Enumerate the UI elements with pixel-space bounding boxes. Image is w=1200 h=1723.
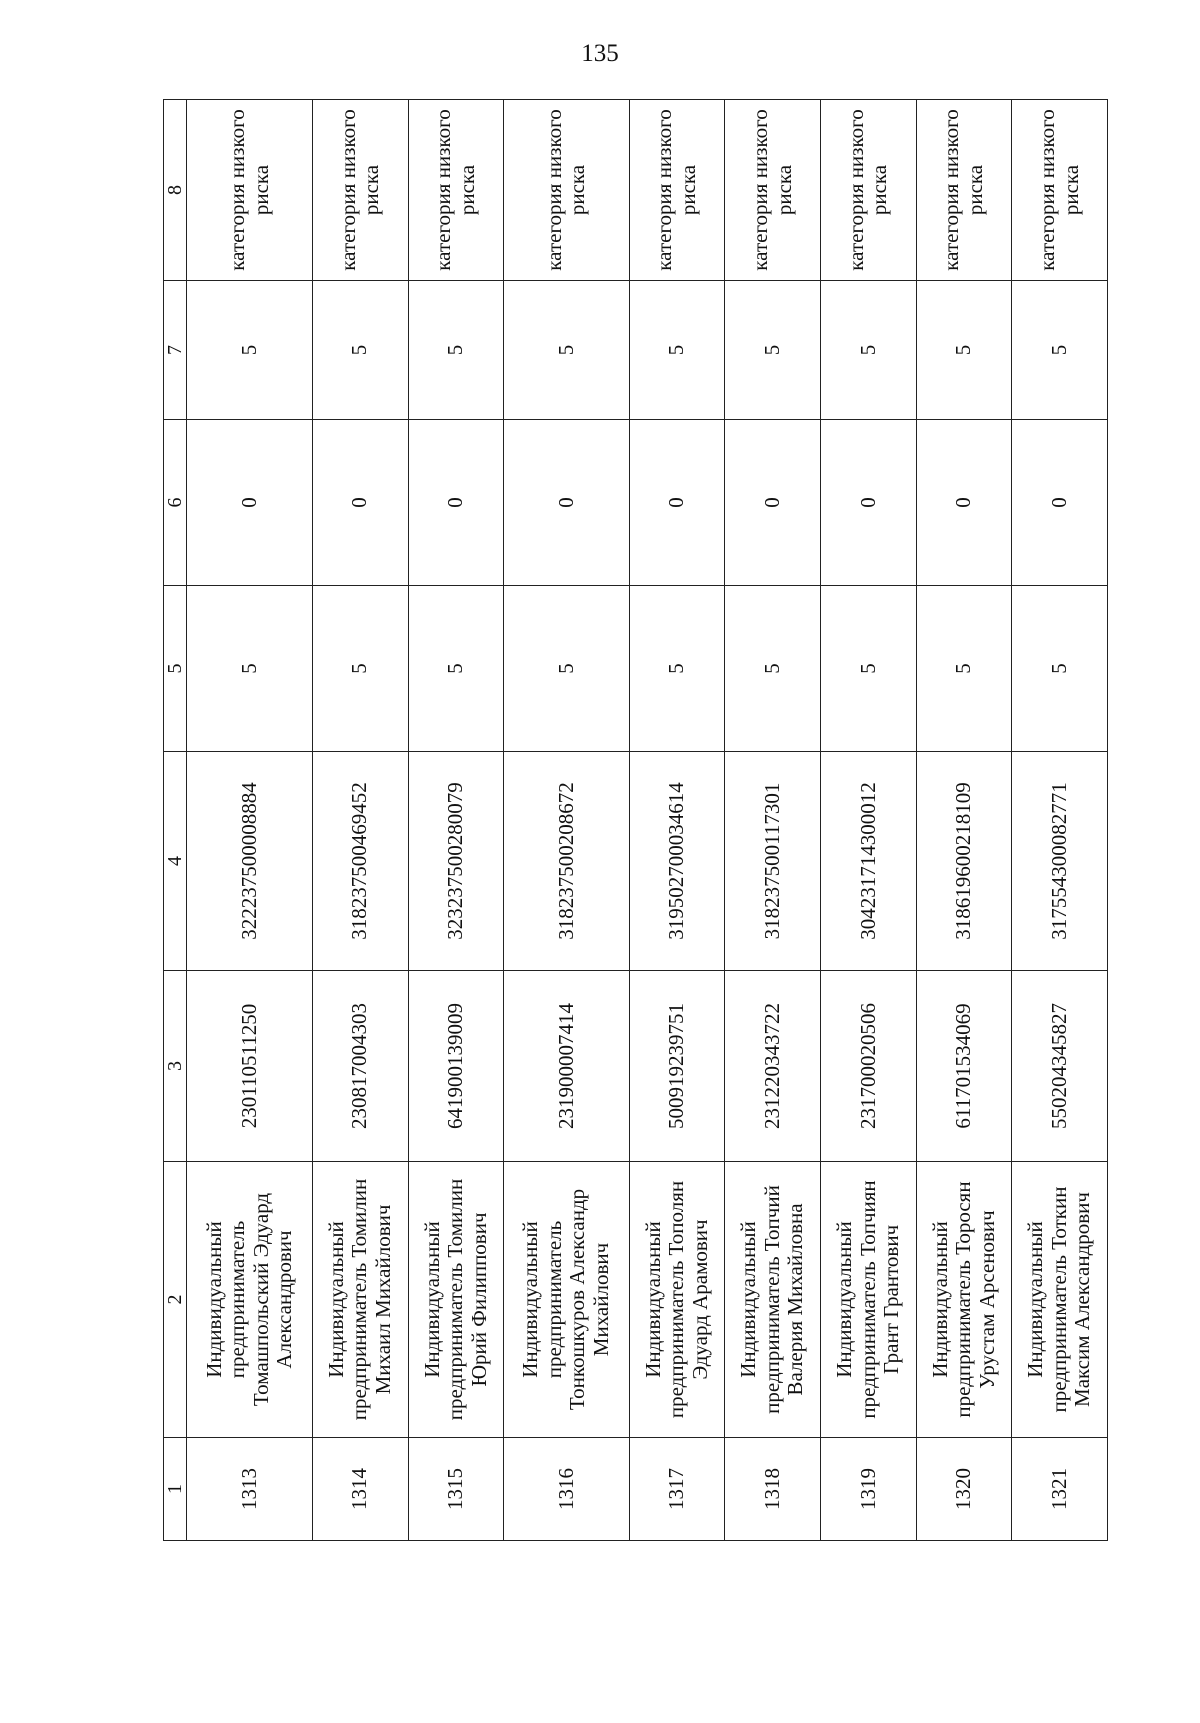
column-header-1: 1 <box>164 1438 187 1541</box>
inn: 550204345827 <box>1012 971 1108 1162</box>
entrepreneur-name: Индивидуальный предприниматель Томилин Михаил Михайлович <box>312 1162 408 1438</box>
risk-category: категория низкого риска <box>725 100 821 281</box>
column-header-7: 7 <box>164 281 187 420</box>
inn: 641900139009 <box>408 971 504 1162</box>
entrepreneur-name: Индивидуальный предприниматель Топчиян Грант Грантович <box>820 1162 916 1438</box>
risk-category: категория низкого риска <box>820 100 916 281</box>
entrepreneur-name: Индивидуальный предприниматель Тополян Эдуард Арамович <box>629 1162 725 1438</box>
column-header-3: 3 <box>164 971 187 1162</box>
risk-category: категория низкого риска <box>916 100 1012 281</box>
column-header-5: 5 <box>164 586 187 752</box>
entrepreneur-name: Индивидуальный предприниматель Томашпольский Эдуард Александрович <box>187 1162 312 1438</box>
value-col6: 0 <box>916 420 1012 586</box>
row-id: 1317 <box>629 1438 725 1541</box>
entrepreneur-name: Индивидуальный предприниматель Томилин Юрий Филиппович <box>408 1162 504 1438</box>
value-col7: 5 <box>629 281 725 420</box>
value-col6: 0 <box>820 420 916 586</box>
landscape-page <box>163 108 1108 1541</box>
risk-category: категория низкого риска <box>629 100 725 281</box>
ogrnip: 317554300082771 <box>1012 752 1108 971</box>
inn: 231700020506 <box>820 971 916 1162</box>
row-id: 1318 <box>725 1438 821 1541</box>
row-id: 1315 <box>408 1438 504 1541</box>
column-header-4: 4 <box>164 752 187 971</box>
column-header-6: 6 <box>164 420 187 586</box>
value-col5: 5 <box>408 586 504 752</box>
risk-category: категория низкого риска <box>408 100 504 281</box>
ogrnip: 319502700034614 <box>629 752 725 971</box>
value-col6: 0 <box>1012 420 1108 586</box>
table-row <box>629 100 725 1541</box>
table-row <box>1012 100 1108 1541</box>
entrepreneur-name: Индивидуальный предприниматель Торосян Урустам Арсенович <box>916 1162 1012 1438</box>
inn: 500919239751 <box>629 971 725 1162</box>
value-col7: 5 <box>312 281 408 420</box>
row-id: 1313 <box>187 1438 312 1541</box>
table-row <box>408 100 504 1541</box>
inn: 231900007414 <box>504 971 629 1162</box>
value-col5: 5 <box>820 586 916 752</box>
ogrnip: 318619600218109 <box>916 752 1012 971</box>
row-id: 1321 <box>1012 1438 1108 1541</box>
ogrnip: 318237500117301 <box>725 752 821 971</box>
inn: 230817004303 <box>312 971 408 1162</box>
inn: 231220343722 <box>725 971 821 1162</box>
value-col7: 5 <box>1012 281 1108 420</box>
inn: 230110511250 <box>187 971 312 1162</box>
table-body <box>187 100 1108 1541</box>
table-row <box>725 100 821 1541</box>
value-col5: 5 <box>187 586 312 752</box>
value-col7: 5 <box>504 281 629 420</box>
table-row <box>312 100 408 1541</box>
value-col6: 0 <box>187 420 312 586</box>
value-col6: 0 <box>408 420 504 586</box>
risk-category: категория низкого риска <box>187 100 312 281</box>
column-number-row <box>164 100 187 1541</box>
row-id: 1320 <box>916 1438 1012 1541</box>
entrepreneur-name: Индивидуальный предприниматель Тонкошкуров Александр Михайлович <box>504 1162 629 1438</box>
value-col7: 5 <box>187 281 312 420</box>
rotated-table-container <box>163 108 1108 1541</box>
risk-category: категория низкого риска <box>504 100 629 281</box>
value-col5: 5 <box>629 586 725 752</box>
row-id: 1316 <box>504 1438 629 1541</box>
ogrnip: 318237500208672 <box>504 752 629 971</box>
value-col5: 5 <box>916 586 1012 752</box>
value-col7: 5 <box>916 281 1012 420</box>
risk-category: категория низкого риска <box>312 100 408 281</box>
value-col5: 5 <box>504 586 629 752</box>
ogrnip: 318237500469452 <box>312 752 408 971</box>
value-col5: 5 <box>725 586 821 752</box>
inn: 611701534069 <box>916 971 1012 1162</box>
risk-category-table <box>163 99 1108 1541</box>
table-row <box>187 100 312 1541</box>
value-col7: 5 <box>820 281 916 420</box>
entrepreneur-name: Индивидуальный предприниматель Топчий Валерия Михайловна <box>725 1162 821 1438</box>
page-number: 135 <box>581 40 619 67</box>
value-col6: 0 <box>312 420 408 586</box>
risk-category: категория низкого риска <box>1012 100 1108 281</box>
ogrnip: 304231714300012 <box>820 752 916 971</box>
column-header-8: 8 <box>164 100 187 281</box>
table-row <box>504 100 629 1541</box>
entrepreneur-name: Индивидуальный предприниматель Тоткин Максим Александрович <box>1012 1162 1108 1438</box>
value-col6: 0 <box>629 420 725 586</box>
row-id: 1314 <box>312 1438 408 1541</box>
column-header-2: 2 <box>164 1162 187 1438</box>
value-col6: 0 <box>725 420 821 586</box>
table-row <box>916 100 1012 1541</box>
ogrnip: 322237500008884 <box>187 752 312 971</box>
value-col7: 5 <box>408 281 504 420</box>
value-col7: 5 <box>725 281 821 420</box>
value-col5: 5 <box>312 586 408 752</box>
row-id: 1319 <box>820 1438 916 1541</box>
value-col5: 5 <box>1012 586 1108 752</box>
table-row <box>820 100 916 1541</box>
ogrnip: 323237500280079 <box>408 752 504 971</box>
value-col6: 0 <box>504 420 629 586</box>
